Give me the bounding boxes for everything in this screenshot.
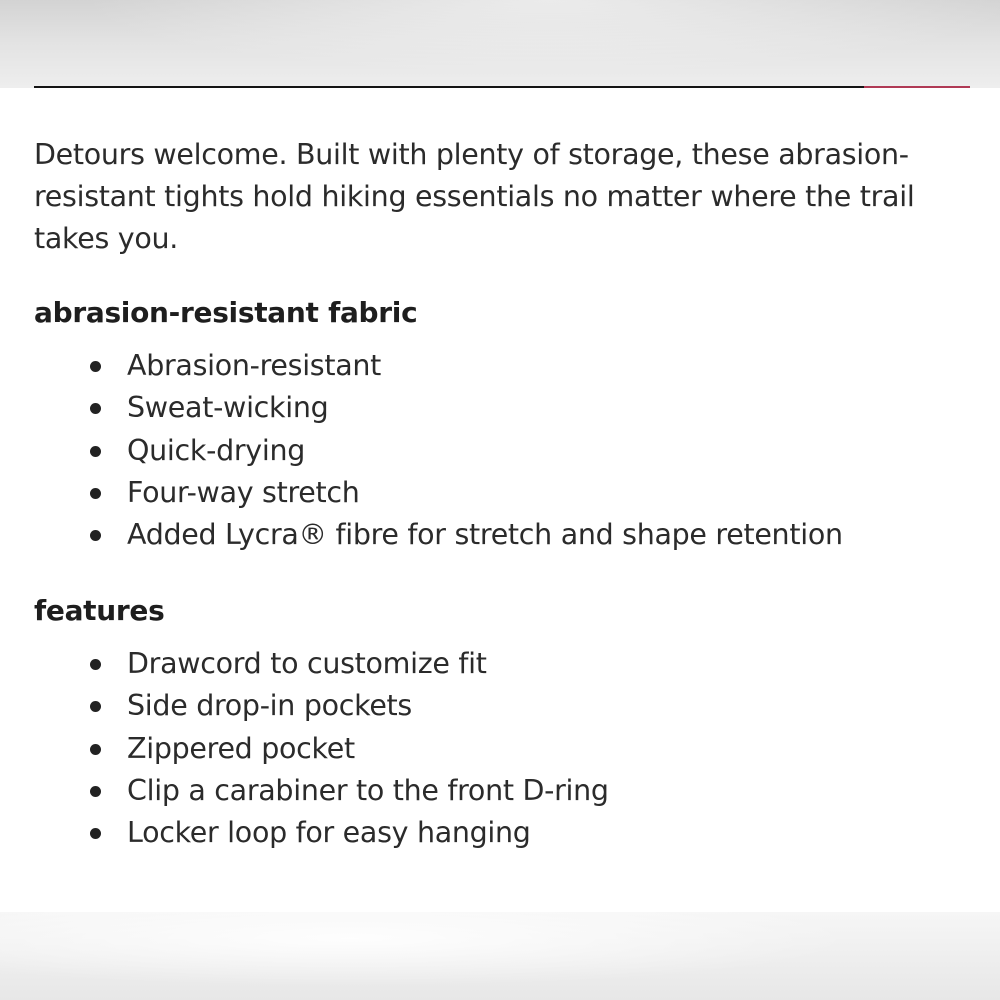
blurred-footer-area xyxy=(0,912,1000,1000)
list-item-text: Added Lycra® fibre for stretch and shape retention xyxy=(127,518,843,552)
list-item xyxy=(34,472,843,514)
list-item-text: Locker loop for easy hanging xyxy=(127,816,531,850)
bullet-icon xyxy=(90,828,101,839)
bullet-icon xyxy=(90,403,101,414)
list-item-text: Sweat-wicking xyxy=(127,391,329,425)
blurred-header-area xyxy=(0,0,1000,88)
list-item xyxy=(34,514,843,556)
list-item xyxy=(34,643,609,685)
divider-accent xyxy=(864,86,970,88)
list-item-text: Drawcord to customize fit xyxy=(127,647,487,680)
list-item xyxy=(34,345,843,387)
list-item-text: Four-way stretch xyxy=(127,475,360,509)
features-list xyxy=(34,643,609,854)
list-item xyxy=(34,812,609,854)
product-description: Detours welcome. Built with plenty of storage, these abrasion-resistant tights hold hiking essentials no matter where the trail takes you. xyxy=(34,138,915,255)
product-details xyxy=(34,134,969,850)
list-item-text: Clip a carabiner to the front D-ring xyxy=(127,773,609,807)
section-divider xyxy=(34,86,864,88)
list-item xyxy=(34,387,843,429)
list-item xyxy=(34,430,843,472)
section-title-fabric: abrasion-resistant fabric xyxy=(34,296,418,329)
bullet-icon xyxy=(90,530,101,541)
list-item-text: Zippered pocket xyxy=(127,731,355,765)
bullet-icon xyxy=(90,659,101,670)
fabric-list xyxy=(34,345,843,556)
list-item xyxy=(34,685,609,727)
bullet-icon xyxy=(90,488,101,499)
list-item xyxy=(34,728,609,770)
section-title-features: features xyxy=(34,594,165,627)
bullet-icon xyxy=(90,361,101,372)
list-item-text: Quick-drying xyxy=(127,433,306,467)
list-item-text: Abrasion-resistant xyxy=(127,349,382,382)
bullet-icon xyxy=(90,701,101,712)
list-item xyxy=(34,770,609,812)
list-item-text: Side drop-in pockets xyxy=(127,689,412,723)
bullet-icon xyxy=(90,446,101,457)
bullet-icon xyxy=(90,786,101,797)
bullet-icon xyxy=(90,744,101,755)
